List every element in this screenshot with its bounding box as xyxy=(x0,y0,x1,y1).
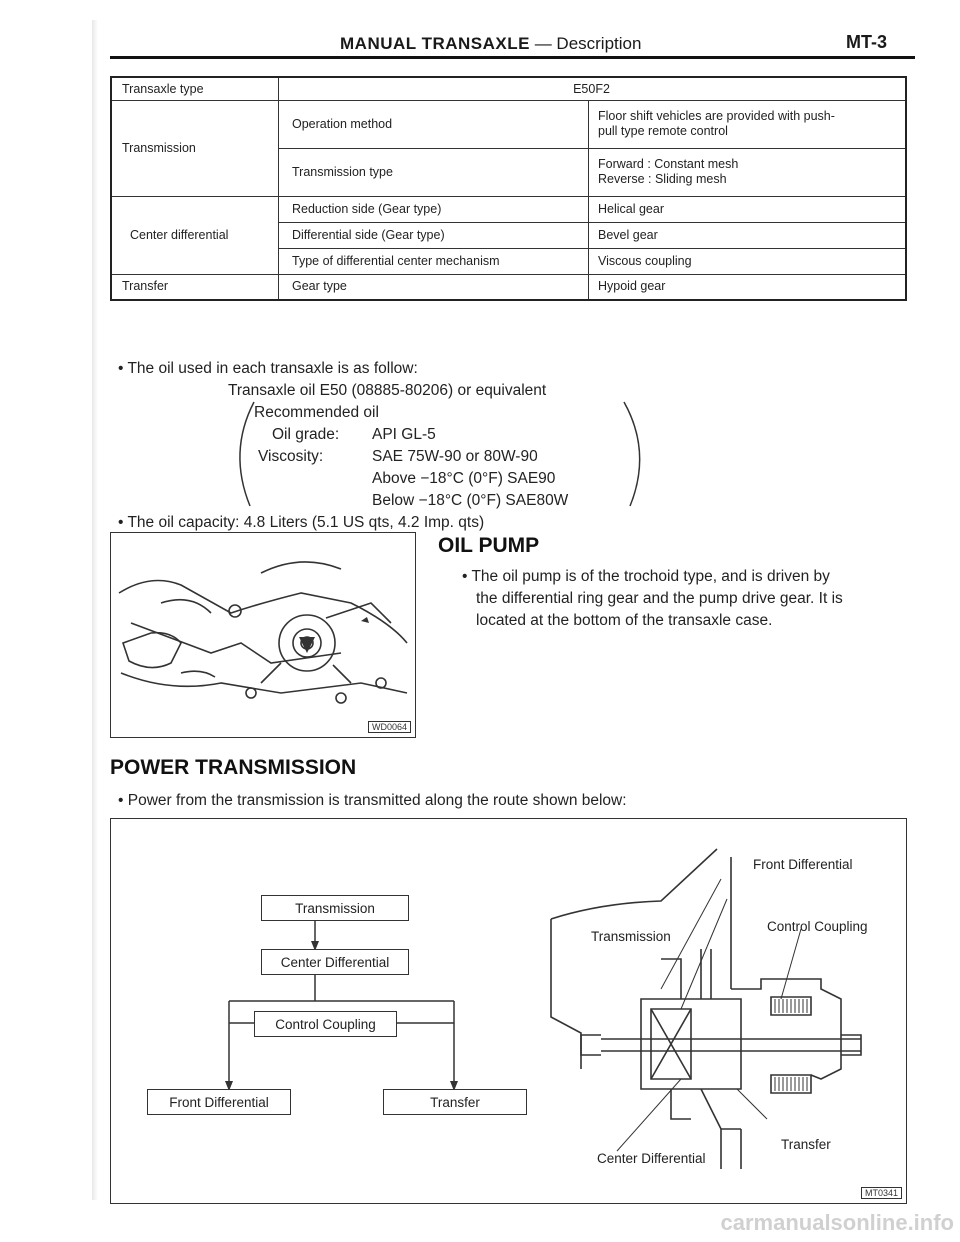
oil-brackets xyxy=(220,398,660,510)
oil-pump-drawing xyxy=(111,533,414,736)
row-label-center-differential: Center differential xyxy=(130,227,229,242)
page-header-title xyxy=(340,34,641,54)
value-line: Forward : Constant mesh xyxy=(598,157,739,171)
figure-code: WD0064 xyxy=(368,721,411,733)
cutaway-center-differential: Center Differential xyxy=(597,1151,706,1166)
viscosity-above: Above −18°C (0°F) SAE90 xyxy=(372,470,556,487)
oil-grade-label: Oil grade: xyxy=(272,426,340,443)
item-gear-type: Gear type xyxy=(292,279,347,293)
value-transmission-type xyxy=(588,148,905,196)
figure-code: MT0341 xyxy=(861,1187,902,1199)
row-label-transaxle-type: Transaxle type xyxy=(122,81,204,96)
oil-pump-line: located at the bottom of the transaxle case. xyxy=(476,612,773,629)
viscosity-below: Below −18°C (0°F) SAE80W xyxy=(372,492,569,509)
page-number: MT-3 xyxy=(846,32,888,52)
oil-intro: • The oil used in each transaxle is as follow: xyxy=(118,360,418,377)
value-line: Floor shift vehicles are provided with push- xyxy=(598,109,835,123)
oil-grade-value: API GL-5 xyxy=(372,426,436,443)
cutaway-transfer: Transfer xyxy=(781,1137,831,1152)
value-center-mechanism: Viscous coupling xyxy=(598,253,692,268)
power-route-figure xyxy=(110,818,907,1204)
oil-name: Transaxle oil E50 (08885-80206) or equivalent xyxy=(228,382,547,399)
flow-control-coupling: Control Coupling xyxy=(254,1011,397,1037)
item-operation-method: Operation method xyxy=(292,116,393,131)
flow-transmission: Transmission xyxy=(261,895,409,921)
flow-transfer: Transfer xyxy=(383,1089,527,1115)
oil-pump-title: OIL PUMP xyxy=(438,534,540,557)
item-transmission-type: Transmission type xyxy=(292,164,393,179)
viscosity-label: Viscosity: xyxy=(258,448,324,465)
flow-center-differential: Center Differential xyxy=(261,949,409,975)
binding-shadow xyxy=(92,20,98,1200)
cutaway-control-coupling: Control Coupling xyxy=(767,919,868,934)
power-transmission-title: POWER TRANSMISSION xyxy=(110,756,357,779)
header-rule xyxy=(110,56,915,59)
cutaway-front-differential: Front Differential xyxy=(753,857,853,872)
value-operation-method xyxy=(588,100,905,148)
value-reduction-side: Helical gear xyxy=(598,201,665,216)
value-gear-type: Hypoid gear xyxy=(598,279,666,293)
oil-pump-line: the differential ring gear and the pump drive gear. It is xyxy=(476,590,843,607)
oil-pump-figure xyxy=(110,532,416,738)
watermark: carmanualsonline.info xyxy=(720,1210,954,1235)
flow-front-differential: Front Differential xyxy=(147,1089,291,1115)
value-transaxle-type: E50F2 xyxy=(573,81,610,96)
transaxle-cutaway-drawing xyxy=(541,839,871,1169)
power-transmission-intro: • Power from the transmission is transmitted along the route shown below: xyxy=(118,792,627,809)
item-differential-side: Differential side (Gear type) xyxy=(292,227,445,242)
cutaway-transmission: Transmission xyxy=(591,929,671,944)
oil-capacity: • The oil capacity: 4.8 Liters (5.1 US qts, 4.2 Imp. qts) xyxy=(118,514,485,531)
oil-pump-line: • The oil pump is of the trochoid type, and is driven by xyxy=(462,568,830,585)
value-line: pull type remote control xyxy=(598,124,728,138)
viscosity-value: SAE 75W-90 or 80W-90 xyxy=(372,448,538,465)
spec-table xyxy=(110,76,907,301)
item-center-mechanism: Type of differential center mechanism xyxy=(292,253,500,268)
row-label-transmission: Transmission xyxy=(122,140,196,155)
recommended-oil: Recommended oil xyxy=(254,404,379,421)
item-reduction-side: Reduction side (Gear type) xyxy=(292,201,442,216)
value-line: Reverse : Sliding mesh xyxy=(598,172,727,186)
header-title-bold: MANUAL TRANSAXLE xyxy=(340,34,530,53)
row-label-transfer: Transfer xyxy=(122,279,169,293)
header-title-rest: — Description xyxy=(529,34,642,53)
value-differential-side: Bevel gear xyxy=(598,227,658,242)
